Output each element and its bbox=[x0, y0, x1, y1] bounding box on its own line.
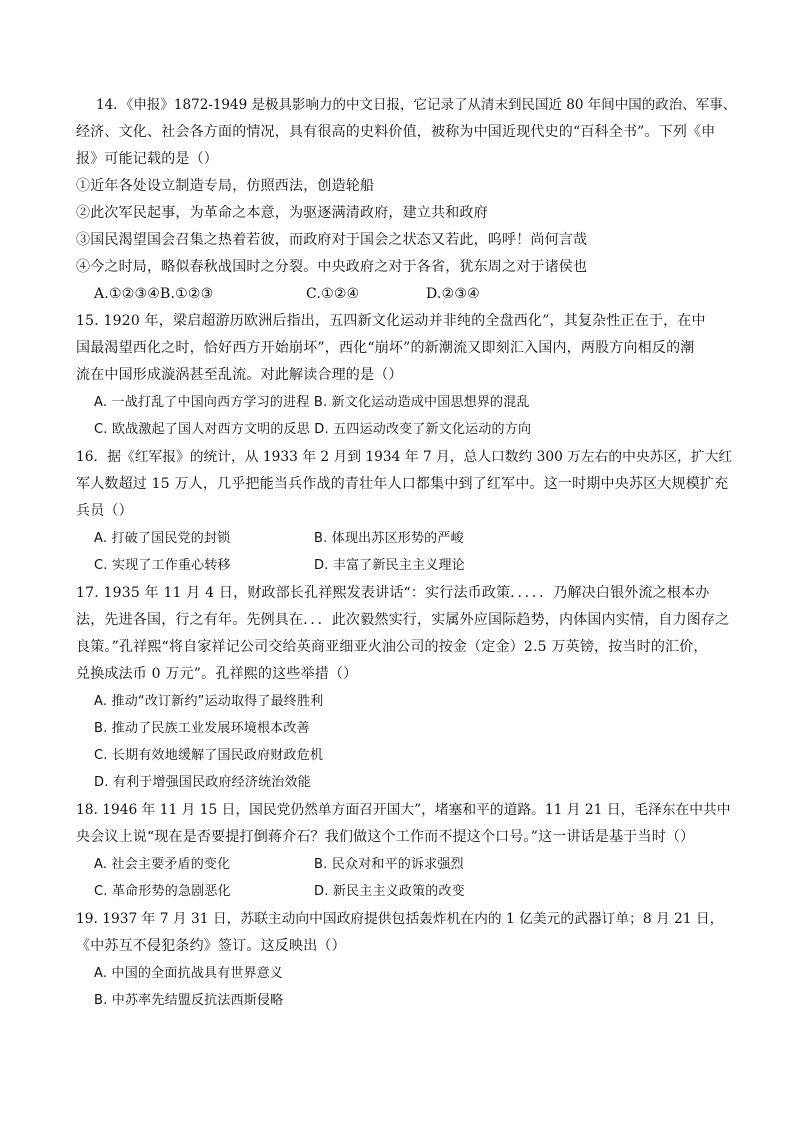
question-18-option-d: D. 新民主主义政策的改变 bbox=[314, 884, 465, 899]
question-19-option-b: B. 中苏率先结盟反抗法西斯侵略 bbox=[94, 993, 284, 1008]
question-17-stem-line-4: 兑换成法币 0 万元”。孔祥熙的这些举措（） bbox=[76, 666, 358, 682]
question-15-stem-line-3: 流在中国形成漩涡甚至乱流。对此解读合理的是（） bbox=[76, 367, 403, 383]
question-14-stem-line-3: 报》可能记载的是（） bbox=[76, 151, 218, 167]
question-19-stem-line-1: 19. 1937 年 7 月 31 日，苏联主动向中国政府提供包括轰炸机在内的 1 亿美元的武器订单；8 月 21 日， bbox=[76, 911, 724, 927]
question-16-option-b: B. 体现出苏区形势的严峻 bbox=[314, 531, 464, 546]
question-18-stem-line-1: 18. 1946 年 11 月 15 日，国民党仍然单方面召开国大”，堵塞和平的道路。11 月 21 日，毛泽东在中共中 bbox=[76, 802, 731, 818]
question-19-option-a: A. 中国的全面抗战具有世界意义 bbox=[94, 966, 284, 981]
question-14-option-d: D.②③④ bbox=[426, 286, 480, 302]
question-17-option-c: C. 长期有效地缓解了国民政府财政危机 bbox=[94, 748, 324, 763]
question-16-option-c: C. 实现了工作重心转移 bbox=[94, 558, 231, 573]
question-14-statement-3: ③国民渴望国会召集之热着若彼，而政府对于国会之状态又若此，呜呼！尚何言哉 bbox=[76, 232, 588, 248]
question-18-option-c: C. 革命形势的急剧恶化 bbox=[94, 884, 231, 899]
question-18-stem-line-2: 央会议上说“现在是否要提打倒蒋介石？我们做这个工作而不提这个口号。”这一讲话是基于当时（） bbox=[76, 829, 695, 845]
question-14-stem-line-1: 14．《申报》1872-1949 是极具影响力的中文日报，它记录了从清末到民国近 80 年间中国的政治、军事、 bbox=[96, 97, 737, 113]
question-17-stem-line-2: 法，先进各国，行之有年。先例具在．．．此次毅然实行，实属外应国际趋势，内体国内实情，自力图存之 bbox=[76, 612, 730, 628]
question-14-statement-2: ②此次军民起事，为革命之本意，为驱逐满清政府，建立共和政府 bbox=[76, 205, 488, 221]
question-14-option-ab: A.①②③④B.①②③ bbox=[94, 286, 214, 302]
question-14-statement-1: ①近年各处设立制造专局，仿照西法，创造轮船 bbox=[76, 178, 375, 194]
question-18-option-b: B. 民众对和平的诉求强烈 bbox=[314, 857, 464, 872]
question-14-statement-4: ④今之时局，略似春秋战国时之分裂。中央政府之对于各省，犹东周之对于诸侯也 bbox=[76, 259, 588, 275]
question-17-option-b: B. 推动了民族工业发展环境根本改善 bbox=[94, 721, 310, 736]
question-19-stem-line-2: 《中苏互不侵犯条约》签订。这反映出（） bbox=[76, 938, 346, 954]
question-17-option-d: D. 有利于增强国民政府经济统治效能 bbox=[94, 775, 311, 790]
question-17-stem-line-3: 良策。”孔祥熙“将自家祥记公司交给英商亚细亚火油公司的按金（定金）2.5 万英镑，按当时的汇价， bbox=[76, 639, 708, 655]
question-16-option-d: D. 丰富了新民主主义理论 bbox=[314, 558, 465, 573]
question-16-stem-line-3: 兵员（） bbox=[76, 503, 133, 519]
question-14-option-c: C.①②④ bbox=[306, 286, 360, 302]
question-15-options-row-2: C. 欧战激起了国人对西方文明的反思 D. 五四运动改变了新文化运动的方向 bbox=[94, 422, 532, 437]
question-14-stem-line-2: 经济、文化、社会各方面的情况，具有很高的史料价值，被称为中国近现代史的“百科全书”。下列《申 bbox=[76, 124, 716, 140]
question-16-option-a: A. 打破了国民党的封锁 bbox=[94, 531, 231, 546]
question-15-stem-line-1: 15. 1920 年，梁启超游历欧洲后指出，五四新文化运动并非纯的全盘西化”，其复杂性正在于，在中 bbox=[76, 313, 706, 329]
question-17-stem-line-1: 17. 1935 年 11 月 4 日，财政部长孔祥熙发表讲话“：实行法币政策．．．．．乃解决白银外流之根本办 bbox=[76, 585, 710, 601]
question-15-options-row-1: A. 一战打乱了中国向西方学习的进程 B. 新文化运动造成中国思想界的混乱 bbox=[94, 395, 530, 410]
question-16-stem-line-1: 16．据《红军报》的统计，从 1933 年 2 月到 1934 年 7 月，总人口数约 300 万左右的中央苏区，扩大红 bbox=[76, 449, 733, 465]
question-15-stem-line-2: 国最渴望西化之时，恰好西方开始崩坏”，西化“崩坏”的新潮流又即刻汇入国内，两股方向相反的潮 bbox=[76, 340, 695, 356]
question-17-option-a: A. 推动“改订新约”运动取得了最终胜利 bbox=[94, 694, 324, 709]
question-16-stem-line-2: 军人数超过 15 万人，几乎把能当兵作战的青壮年人口都集中到了红军中。这一时期中央苏区大规模扩充 bbox=[76, 476, 729, 492]
question-18-option-a: A. 社会主要矛盾的变化 bbox=[94, 857, 231, 872]
